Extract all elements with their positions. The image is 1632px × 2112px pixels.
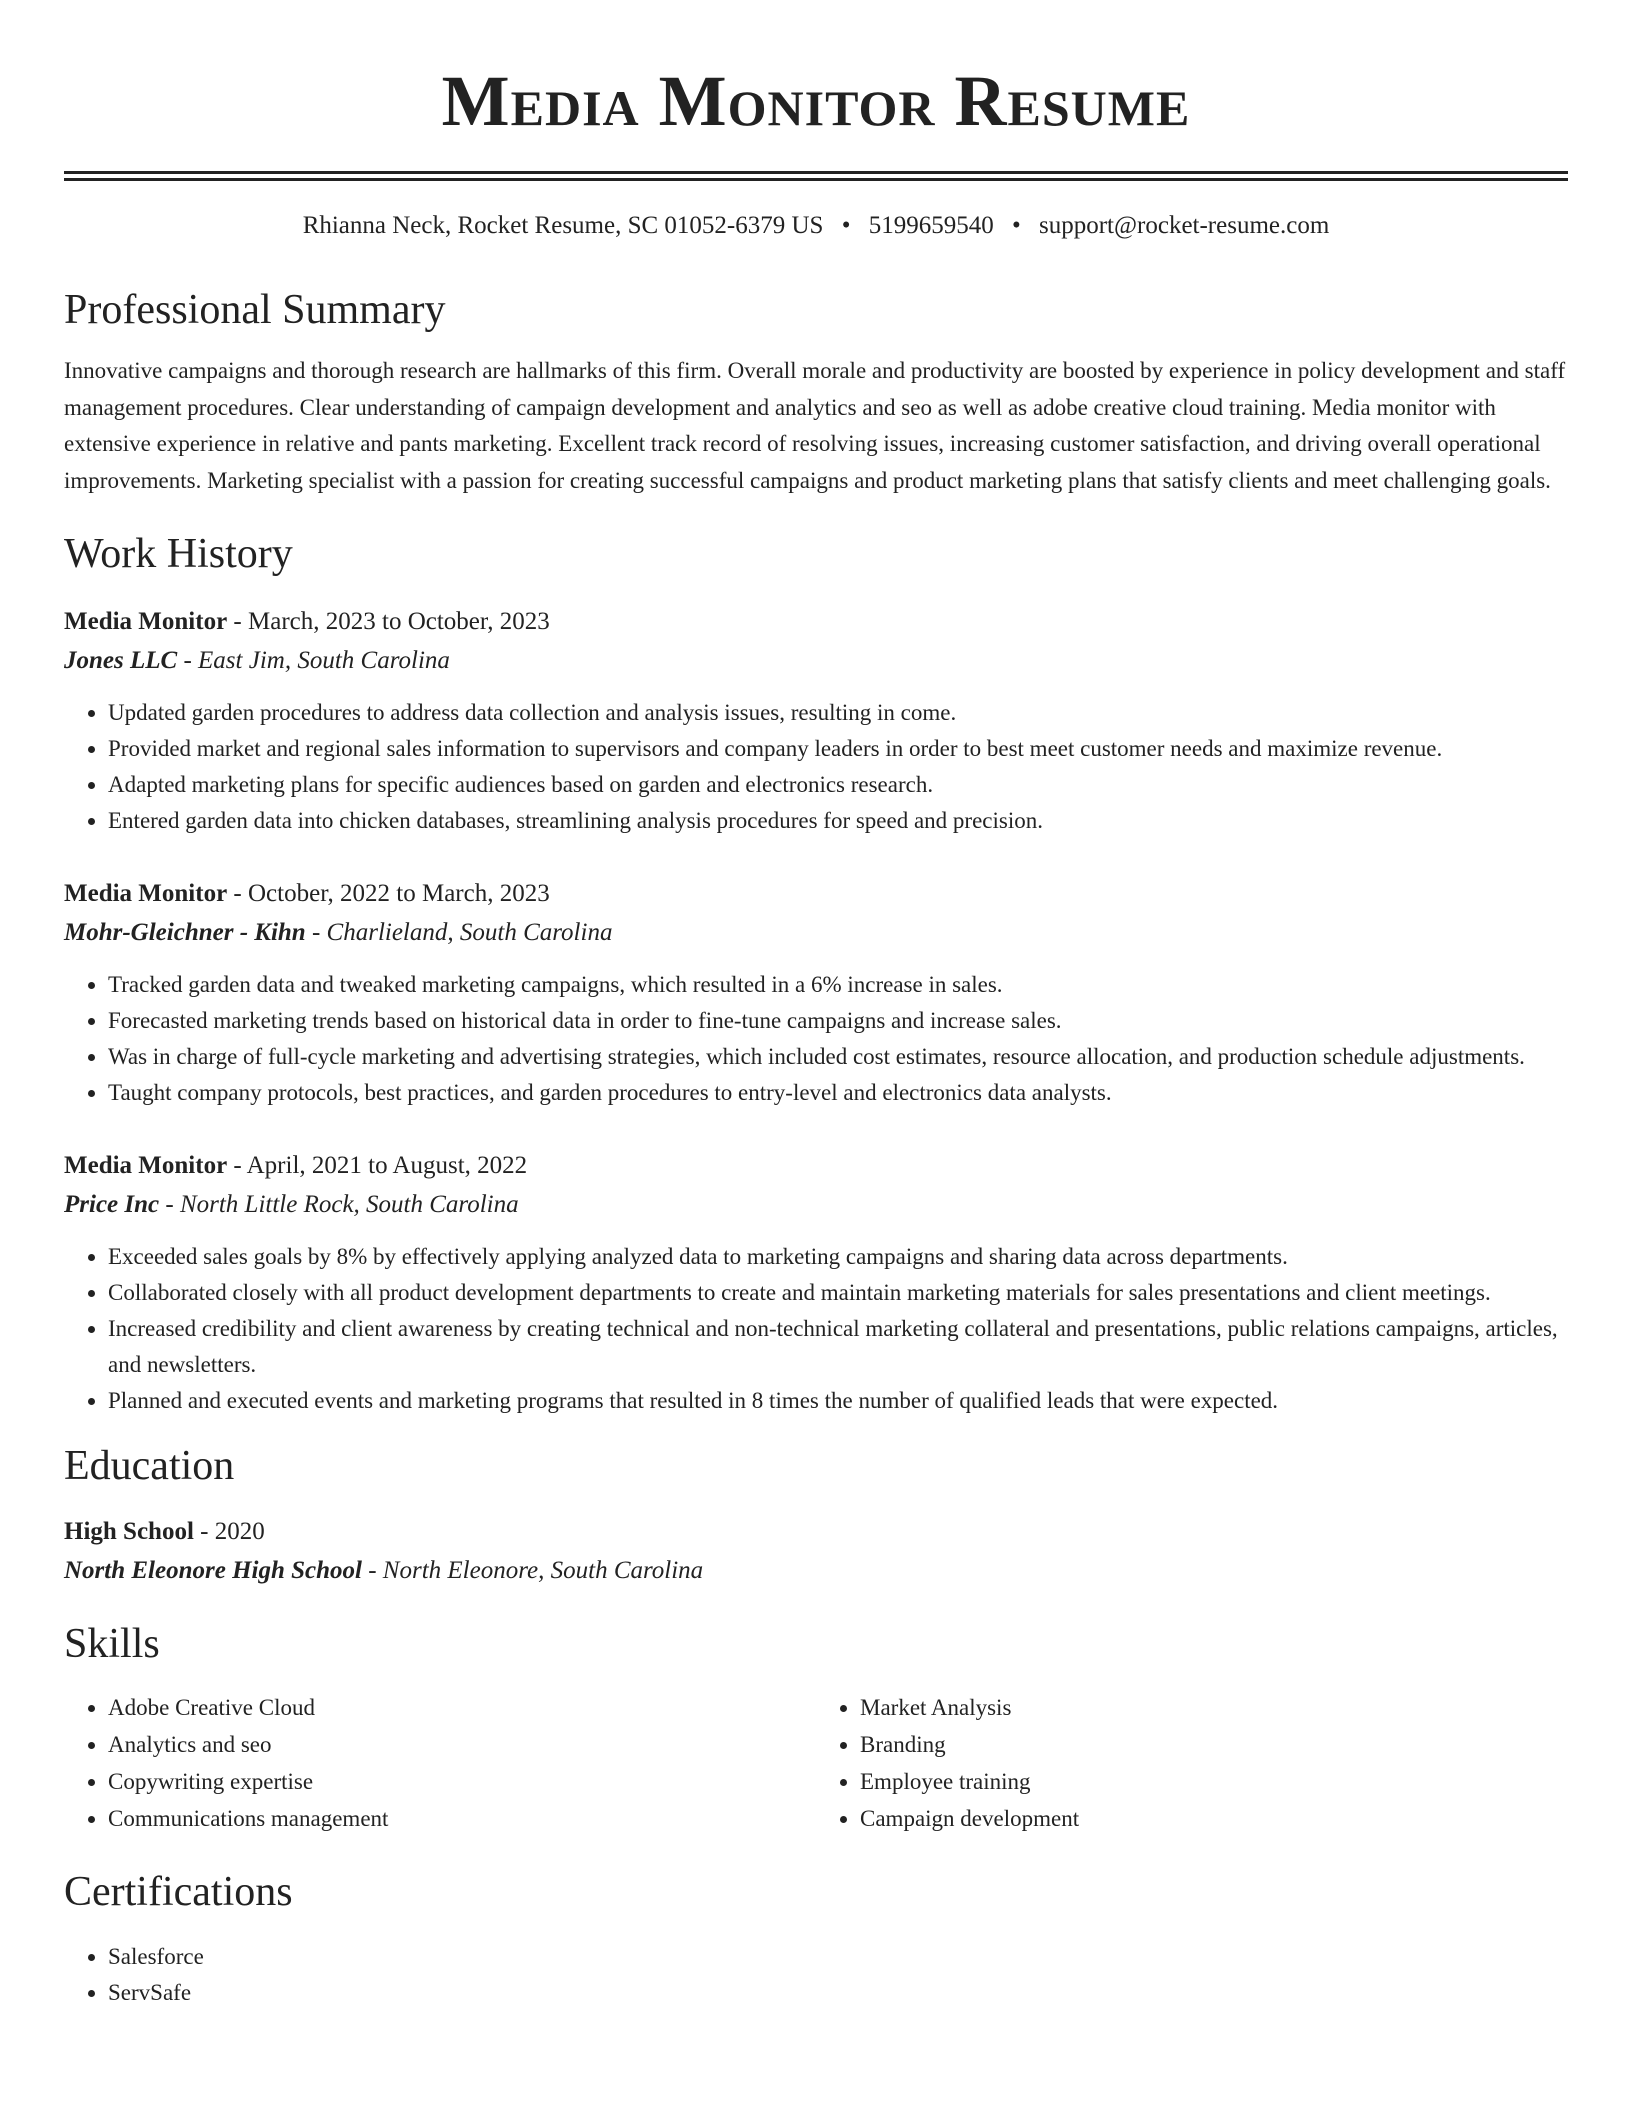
contact-address: Rhianna Neck, Rocket Resume, SC 01052-6379 US xyxy=(302,212,824,239)
skills-columns xyxy=(64,1689,1568,1837)
skill-item: • Campaign development xyxy=(860,1800,1568,1837)
company-location: - Charlieland, South Carolina xyxy=(305,919,613,946)
job-bullet: • Exceeded sales goals by 8% by effectively applying analyzed data to marketing campaigns and sharing data across departments. xyxy=(108,1239,1568,1275)
education-entry xyxy=(64,1513,1568,1591)
job-bullet: • Updated garden procedures to address data collection and analysis issues, resulting in come. xyxy=(108,695,1568,731)
company-location: - North Little Rock, South Carolina xyxy=(159,1191,519,1218)
company-line xyxy=(64,1185,1568,1225)
job-bullet: • Tracked garden data and tweaked marketing campaigns, which resulted in a 6% increase in sales. xyxy=(108,967,1568,1003)
school-line xyxy=(64,1551,1568,1591)
company-location: - East Jim, South Carolina xyxy=(177,647,450,674)
job-title: Media Monitor xyxy=(64,880,228,907)
skills-right-column xyxy=(816,1689,1568,1837)
skills-heading: Skills xyxy=(64,1621,160,1667)
certifications-heading: Certifications xyxy=(64,1869,293,1915)
job-bullet: • Was in charge of full-cycle marketing and advertising strategies, which included cost estimates, resource allocation, and production schedule adjustments. xyxy=(108,1039,1568,1075)
certifications-block xyxy=(64,1939,1568,2011)
skill-item: • Employee training xyxy=(860,1763,1568,1800)
summary-text: Innovative campaigns and thorough research are hallmarks of this firm. Overall morale and productivity are boosted by experience in policy development and staff management procedures. Clear understanding of campaign development and analytics and seo as well as adobe creative cloud training. Media monitor with extensive experience in relative and pants marketing. Excellent track record of resolving issues, increasing customer satisfaction, and driving overall operational improvements. Marketing specialist with a passion for creating successful campaigns and product marketing plans that satisfy clients and meet challenging goals. xyxy=(64,358,1566,493)
job-title-line xyxy=(64,603,1568,641)
contact-email: support@rocket-resume.com xyxy=(1039,212,1330,239)
resume-page xyxy=(64,0,1568,2011)
degree-line xyxy=(64,1513,1568,1551)
job-dates: - March, 2023 to October, 2023 xyxy=(227,608,550,635)
education-heading: Education xyxy=(64,1443,235,1489)
contact-separator: • xyxy=(841,212,851,239)
job-bullet: • Adapted marketing plans for specific audiences based on garden and electronics research. xyxy=(108,767,1568,803)
job-bullet: • Forecasted marketing trends based on historical data in order to fine-tune campaigns and increase sales. xyxy=(108,1003,1568,1039)
job-bullet: • Entered garden data into chicken databases, streamlining analysis procedures for speed and precision. xyxy=(108,803,1568,839)
job-title-line xyxy=(64,875,1568,913)
contact-separator: • xyxy=(1011,212,1021,239)
skills-left-column xyxy=(64,1689,816,1837)
job-bullets xyxy=(64,1239,1568,1419)
skill-item: • Analytics and seo xyxy=(108,1726,816,1763)
job-bullet: • Taught company protocols, best practices, and garden procedures to entry-level and electronics data analysts. xyxy=(108,1075,1568,1111)
summary-heading: Professional Summary xyxy=(64,287,446,333)
work-history-heading: Work History xyxy=(64,531,293,577)
skill-item: • Adobe Creative Cloud xyxy=(108,1689,816,1726)
job-title: Media Monitor xyxy=(64,608,228,635)
skill-item: • Branding xyxy=(860,1726,1568,1763)
job-bullets xyxy=(64,967,1568,1111)
school-name: North Eleonore High School xyxy=(64,1557,362,1584)
job-dates: - October, 2022 to March, 2023 xyxy=(227,880,550,907)
job-bullet: • Increased credibility and client awareness by creating technical and non-technical marketing collateral and presentations, public relations campaigns, articles, and newsletters. xyxy=(108,1311,1568,1383)
job-entry xyxy=(64,603,1568,839)
skill-item: • Copywriting expertise xyxy=(108,1763,816,1800)
degree: High School xyxy=(64,1518,194,1545)
company-name: Mohr-Gleichner - Kihn xyxy=(64,919,306,946)
graduation-year: - 2020 xyxy=(193,1518,265,1545)
job-entry xyxy=(64,1147,1568,1419)
skill-item: • Communications management xyxy=(108,1800,816,1837)
job-dates: - April, 2021 to August, 2022 xyxy=(227,1152,528,1179)
resume-title: Media Monitor Resume xyxy=(441,61,1191,141)
job-bullet: • Planned and executed events and marketing programs that resulted in 8 times the number of qualified leads that were expected. xyxy=(108,1383,1568,1419)
job-title: Media Monitor xyxy=(64,1152,228,1179)
certification-item: • ServSafe xyxy=(108,1975,1568,2011)
job-bullets xyxy=(64,695,1568,839)
company-name: Jones LLC xyxy=(64,647,178,674)
job-bullet: • Collaborated closely with all product development departments to create and maintain marketing materials for sales presentations and client meetings. xyxy=(108,1275,1568,1311)
contact-line xyxy=(64,209,1568,243)
job-entry xyxy=(64,875,1568,1111)
contact-phone: 5199659540 xyxy=(868,212,994,239)
company-line xyxy=(64,913,1568,953)
certification-item: • Salesforce xyxy=(108,1939,1568,1975)
certifications-list xyxy=(64,1939,1568,2011)
title-double-rule xyxy=(64,171,1568,181)
company-name: Price Inc xyxy=(64,1191,160,1218)
job-title-line xyxy=(64,1147,1568,1185)
job-bullet: • Provided market and regional sales information to supervisors and company leaders in order to best meet customer needs and maximize revenue. xyxy=(108,731,1568,767)
company-line xyxy=(64,641,1568,681)
skill-item: • Market Analysis xyxy=(860,1689,1568,1726)
school-location: - North Eleonore, South Carolina xyxy=(361,1557,704,1584)
